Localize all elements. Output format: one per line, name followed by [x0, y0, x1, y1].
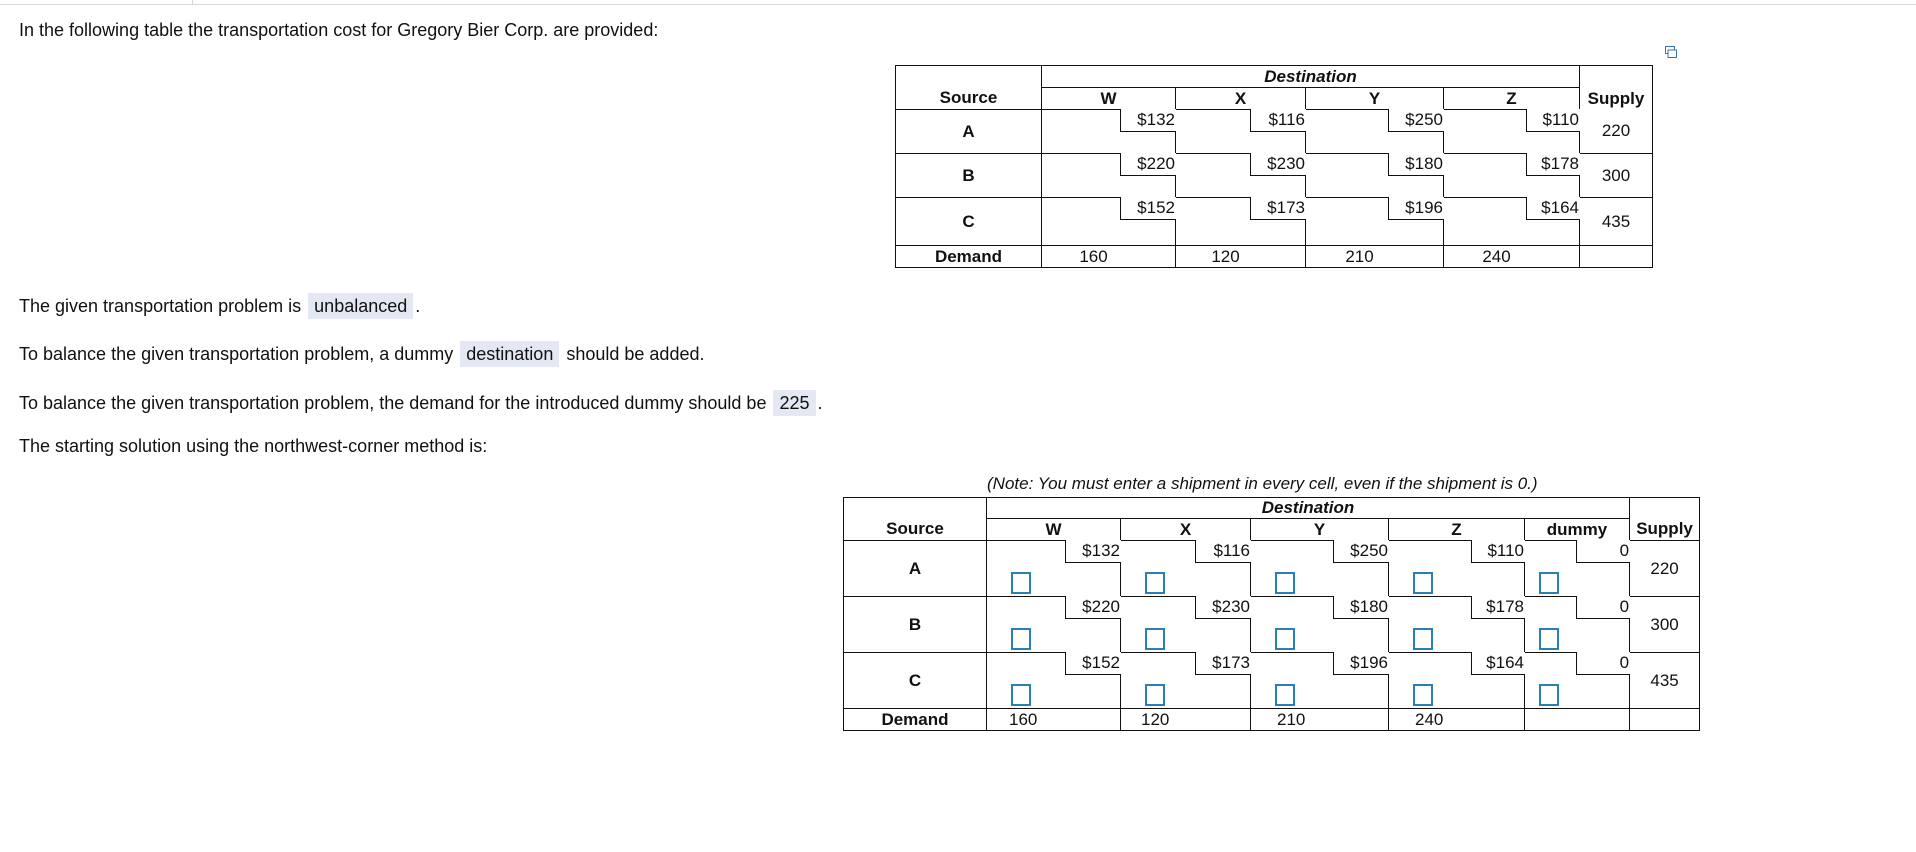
shipment-cell: [1389, 541, 1525, 597]
source-label: C: [896, 198, 1042, 246]
shipment-cell: [1121, 597, 1251, 653]
shipment-cell: [1389, 653, 1525, 709]
demand-value: 240: [1444, 246, 1580, 268]
supply-value: 220: [1630, 541, 1700, 597]
column-header-dummy: dummy: [1525, 519, 1630, 541]
cost-value: $220: [1120, 153, 1176, 176]
cost-table: [895, 65, 1653, 268]
question-dummy-demand: To balance the given transportation problem, the demand for the introduced dummy should be 225 .: [19, 390, 823, 416]
column-header-x: X: [1176, 88, 1306, 110]
source-label: B: [844, 597, 987, 653]
shipment-input-b-dummy[interactable]: [1539, 628, 1559, 650]
destination-header: Destination: [1042, 66, 1580, 88]
column-header-w: W: [987, 519, 1121, 541]
table-row: [896, 198, 1653, 246]
demand-value: 240: [1389, 709, 1525, 731]
cost-value: $178: [1471, 596, 1525, 619]
cost-value: $250: [1388, 109, 1444, 132]
intro-text: In the following table the transportation cost for Gregory Bier Corp. are provided:: [19, 20, 659, 40]
shipment-cell: [1121, 541, 1251, 597]
cost-cell: [1176, 110, 1306, 154]
shipment-cell: [987, 597, 1121, 653]
supply-value: 435: [1580, 198, 1653, 246]
column-header-z: Z: [1444, 88, 1580, 110]
demand-value: 120: [1121, 709, 1251, 731]
source-label: B: [896, 154, 1042, 198]
shipment-cell: [1525, 653, 1630, 709]
shipment-input-a-dummy[interactable]: [1539, 572, 1559, 594]
shipment-input-c-y[interactable]: [1275, 684, 1295, 706]
shipment-cell: [1121, 653, 1251, 709]
demand-label: Demand: [896, 246, 1042, 268]
cost-value: $220: [1065, 596, 1121, 619]
demand-value: 120: [1176, 246, 1306, 268]
cost-value: $178: [1526, 153, 1580, 176]
answer-balance-dropdown[interactable]: unbalanced: [308, 293, 413, 319]
cost-cell: [1306, 154, 1444, 198]
cost-value: $230: [1195, 596, 1251, 619]
shipment-input-c-x[interactable]: [1145, 684, 1165, 706]
demand-value: 210: [1251, 709, 1389, 731]
question-northwest-corner: The starting solution using the northwest-corner method is:: [19, 436, 488, 456]
top-divider-stub: [192, 0, 193, 5]
cost-value: $152: [1065, 652, 1121, 675]
demand-total-cell: [1580, 246, 1653, 268]
cost-value: 0: [1576, 540, 1630, 563]
cost-value: $164: [1471, 652, 1525, 675]
cost-value: $110: [1471, 540, 1525, 563]
demand-value: 160: [1042, 246, 1176, 268]
column-header-y: Y: [1306, 88, 1444, 110]
shipment-input-b-z[interactable]: [1413, 628, 1433, 650]
supply-value: 300: [1630, 597, 1700, 653]
shipment-cell: [987, 541, 1121, 597]
shipment-input-a-w[interactable]: [1011, 572, 1031, 594]
answer-dummy-demand-input[interactable]: 225: [773, 390, 815, 416]
top-divider: [0, 4, 1916, 5]
shipment-cell: [1251, 597, 1389, 653]
cost-value: 0: [1576, 652, 1630, 675]
cost-cell: [1444, 154, 1580, 198]
source-label: A: [844, 541, 987, 597]
cost-value: $180: [1333, 596, 1389, 619]
supply-header: Supply: [1580, 66, 1653, 110]
cost-value: $230: [1250, 153, 1306, 176]
source-label: A: [896, 110, 1042, 154]
cost-value: $196: [1333, 652, 1389, 675]
demand-value: [1525, 709, 1630, 731]
cost-value: $250: [1333, 540, 1389, 563]
cost-value: $132: [1065, 540, 1121, 563]
answer-dummy-dropdown[interactable]: destination: [460, 341, 559, 367]
cost-value: $173: [1250, 197, 1306, 220]
source-label: C: [844, 653, 987, 709]
cost-value: $180: [1388, 153, 1444, 176]
shipment-input-a-z[interactable]: [1413, 572, 1433, 594]
table-row: [844, 597, 1700, 653]
question-balance: The given transportation problem is unbalanced .: [19, 293, 420, 319]
supply-value: 435: [1630, 653, 1700, 709]
cost-cell: [1042, 198, 1176, 246]
shipment-input-c-w[interactable]: [1011, 684, 1031, 706]
cost-value: $173: [1195, 652, 1251, 675]
shipment-table: [843, 497, 1700, 731]
cost-value: $152: [1120, 197, 1176, 220]
shipment-input-b-y[interactable]: [1275, 628, 1295, 650]
cost-cell: [1444, 110, 1580, 154]
cost-value: $110: [1526, 109, 1580, 132]
table-row: [896, 154, 1653, 198]
cost-cell: [1306, 110, 1444, 154]
shipment-cell: [987, 653, 1121, 709]
supply-value: 220: [1580, 110, 1653, 154]
shipment-input-b-x[interactable]: [1145, 628, 1165, 650]
cost-cell: [1042, 110, 1176, 154]
demand-label: Demand: [844, 709, 987, 731]
shipment-note: (Note: You must enter a shipment in every cell, even if the shipment is 0.): [987, 474, 1538, 493]
shipment-input-c-z[interactable]: [1413, 684, 1433, 706]
destination-header: Destination: [987, 498, 1630, 519]
shipment-cell: [1389, 597, 1525, 653]
cost-cell: [1444, 198, 1580, 246]
table-row: [844, 653, 1700, 709]
cost-cell: [1306, 198, 1444, 246]
supply-value: 300: [1580, 154, 1653, 198]
cost-cell: [1176, 198, 1306, 246]
cost-value: 0: [1576, 596, 1630, 619]
shipment-input-a-y[interactable]: [1275, 572, 1295, 594]
cost-cell: [1176, 154, 1306, 198]
cost-cell: [1042, 154, 1176, 198]
supply-header: Supply: [1630, 498, 1700, 541]
source-header: Source: [844, 498, 987, 541]
expand-icon[interactable]: [1665, 46, 1677, 58]
cost-value: $116: [1250, 109, 1306, 132]
column-header-y: Y: [1251, 519, 1389, 541]
shipment-cell: [1525, 597, 1630, 653]
shipment-cell: [1251, 653, 1389, 709]
cost-value: $132: [1120, 109, 1176, 132]
source-header: Source: [896, 66, 1042, 110]
shipment-input-a-x[interactable]: [1145, 572, 1165, 594]
shipment-input-c-dummy[interactable]: [1539, 684, 1559, 706]
column-header-x: X: [1121, 519, 1251, 541]
cost-value: $116: [1195, 540, 1251, 563]
question-dummy-type: To balance the given transportation problem, a dummy destination should be added.: [19, 341, 704, 367]
table-row: [844, 541, 1700, 597]
shipment-cell: [1251, 541, 1389, 597]
shipment-cell: [1525, 541, 1630, 597]
column-header-w: W: [1042, 88, 1176, 110]
cost-value: $196: [1388, 197, 1444, 220]
column-header-z: Z: [1389, 519, 1525, 541]
shipment-input-b-w[interactable]: [1011, 628, 1031, 650]
demand-total-cell: [1630, 709, 1700, 731]
demand-value: 160: [987, 709, 1121, 731]
cost-value: $164: [1526, 197, 1580, 220]
table-row: [896, 110, 1653, 154]
demand-value: 210: [1306, 246, 1444, 268]
